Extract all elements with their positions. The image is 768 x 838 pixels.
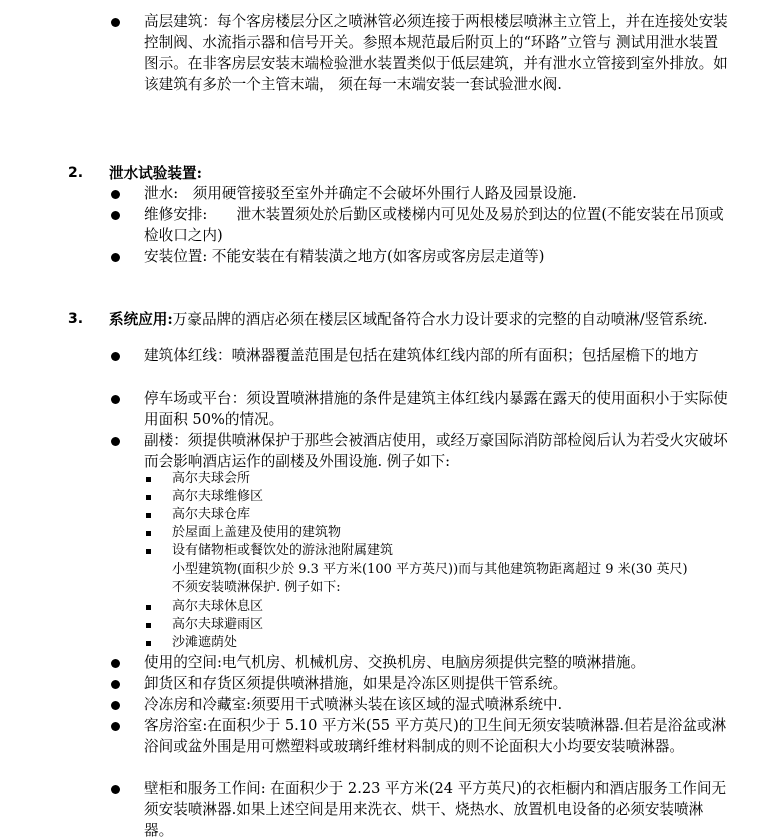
section-3-item-cold-room: 冷冻房和冷藏室:须要用干式喷淋头装在该区域的湿式喷淋系统中.: [144, 696, 563, 713]
sub-item-golf-shelter: 高尔夫球避雨区: [172, 617, 264, 632]
section-2-title: 泄水试验装置:: [109, 165, 202, 182]
section-2-item-drain: 泄水: 须用硬管接驳至室外并确定不会破坏外围行人路及园景设施.: [144, 185, 577, 202]
bullet-icon: [111, 722, 120, 731]
sub-item-golf-storage: 高尔夫球仓库: [172, 507, 251, 522]
sub-item-beach-shade: 沙滩遮荫处: [172, 635, 238, 650]
section-2-item-location: 安装位置: 不能安装在有精装潢之地方(如客房或客房层走道等): [144, 248, 545, 265]
section-3-item-boundary: 建筑体红线：喷淋器覆盖范围是包括在建筑体红线内部的所有面积；包括屋檐下的地方: [144, 347, 699, 364]
square-bullet-icon: [146, 495, 151, 500]
bullet-icon: [111, 659, 120, 668]
small-building-note-line2: 不须安装喷淋保护. 例子如下:: [172, 580, 341, 595]
square-bullet-icon: [146, 623, 151, 628]
bullet-icon: [111, 211, 120, 220]
section-2-number: 2.: [68, 165, 84, 181]
bullet-icon: [111, 437, 120, 446]
bullet-icon: [111, 785, 120, 794]
section-3-item-parking: 停车场或平台：须设置喷淋措施的条件是建筑主体红线内暴露在露天的使用面积小于实际使用面积 50%的情况。: [144, 390, 728, 428]
square-bullet-icon: [146, 477, 151, 482]
bullet-icon: [111, 395, 120, 404]
section-3-title: 系统应用:: [109, 311, 173, 328]
section-3-item-bathroom: 客房浴室:在面积少于 5.10 平方米(55 平方英尺)的卫生间无须安装喷淋器.但若是浴盆或淋浴间或盆外围是用可燃塑料或玻璃纤维材料制成的则不论面积大小均要安装喷淋器。: [144, 717, 727, 755]
section-3-item-closets: 壁柜和服务工作间: 在面积少于 2.23 平方米(24 平方英尺)的衣柜橱内和酒店服务工作间无须安装喷淋器.如果上述空间是用来洗衣、烘干、烧热水、放置机电设备的必须安装喷淋器。: [144, 780, 727, 838]
square-bullet-icon: [146, 605, 151, 610]
small-building-note-line1: 小型建筑物(面积少於 9.3 平方米(100 平方英尺))而与其他建筑物距离超过 9 米(30 英尺): [172, 562, 688, 577]
sub-item-golf-rest: 高尔夫球休息区: [172, 599, 264, 614]
section-3-intro: 万豪品牌的酒店必须在楼层区域配备符合水力设计要求的完整的自动喷淋/竖管系统.: [172, 311, 708, 328]
sub-item-pool: 设有储物柜或餐饮处的游泳池附属建筑: [172, 543, 394, 558]
bullet-icon: [111, 18, 120, 27]
section-3-item-rooms: 使用的空间:电气机房、机械机房、交换机房、电脑房须提供完整的喷淋措施。: [144, 654, 646, 671]
sub-item-golf-club: 高尔夫球会所: [172, 471, 251, 486]
sub-item-rooftop: 於屋面上盖建及使用的建筑物: [172, 525, 342, 540]
section-3-item-loading: 卸货区和存货区须提供喷淋措施，如果是冷冻区则提供干管系统。: [144, 675, 568, 692]
bullet-icon: [111, 680, 120, 689]
section-3-item-annex: 副楼：须提供喷淋保护于那些会被酒店使用，或经万豪国际消防部检阅后认为若受火灾破坏而会影响酒店运作的副楼及外围设施. 例子如下:: [144, 432, 728, 470]
section-3-heading: [109, 309, 729, 330]
sub-item-golf-maintenance: 高尔夫球维修区: [172, 489, 264, 504]
square-bullet-icon: [146, 549, 151, 554]
bullet-icon: [111, 190, 120, 199]
highrise-paragraph: 高层建筑：每个客房楼层分区之喷淋管必须连接于两根楼层喷淋主立管上，并在连接处安装控制阀、水流指示器和信号开关。参照本规范最后附页上的“环路”立管与 测试用泄水装置图示。在非客房层安装末端检验泄水装置类似于低层建筑，并有泄水立管接到室外排放。如该建筑有多於一个主管末端， 须在每一末端安装一套试验泄水阀.: [144, 13, 728, 93]
bullet-icon: [111, 253, 120, 262]
section-3-number: 3.: [68, 311, 84, 327]
bullet-icon: [111, 701, 120, 710]
bullet-icon: [111, 352, 120, 361]
square-bullet-icon: [146, 513, 151, 518]
section-2-item-maintenance: 维修安排: 泄木装置须处於后勤区或楼梯内可见处及易於到达的位置(不能安装在吊顶或检收口之内): [144, 206, 724, 244]
square-bullet-icon: [146, 531, 151, 536]
square-bullet-icon: [146, 641, 151, 646]
